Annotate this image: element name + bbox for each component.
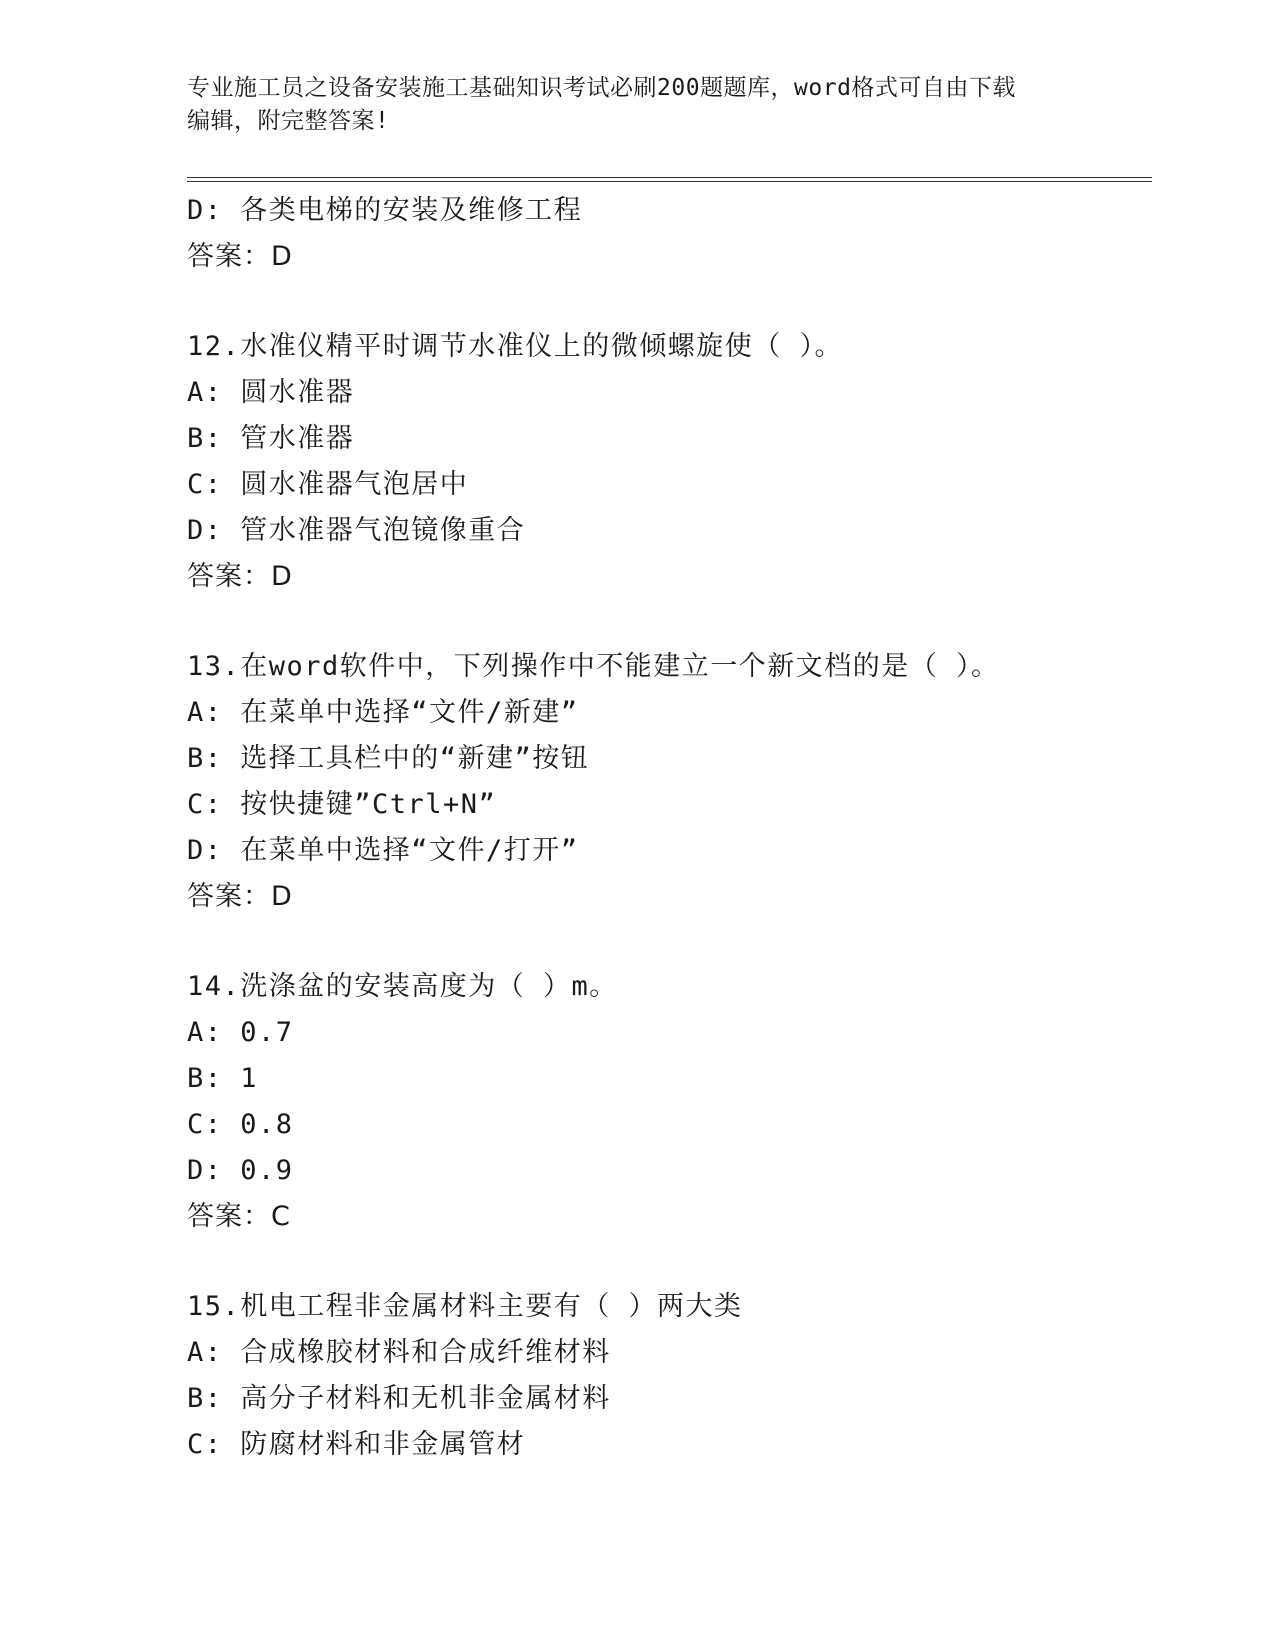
q11-option-d: D: 各类电梯的安装及维修工程 [187,195,583,226]
header-title-line-2: 编辑，附完整答案! [187,108,390,134]
spacer [187,600,1147,644]
q14-option-d: D: 0.9 [187,1155,294,1186]
q14-option-a: A: 0.7 [187,1017,294,1048]
q15-option-c: C: 防腐材料和非金属管材 [187,1429,526,1460]
spacer [187,280,1147,324]
header-title-line-1: 专业施工员之设备安装施工基础知识考试必刷200题题库，word格式可自由下载 [187,75,1016,101]
q14-option-b: B: 1 [187,1063,259,1094]
q13-question: 13.在word软件中，下列操作中不能建立一个新文档的是（ ）。 [187,651,1000,682]
q14-answer: 答案：C [187,1201,291,1232]
q12-option-c: C: 圆水准器气泡居中 [187,469,469,500]
spacer [187,1240,1147,1284]
q12-option-a: A: 圆水准器 [187,377,355,408]
q13-option-a: A: 在菜单中选择“文件/新建” [187,697,579,728]
header-double-rule [187,177,1152,182]
q15-option-b: B: 高分子材料和无机非金属材料 [187,1383,611,1414]
q13-answer: 答案：D [187,881,293,912]
q13-option-c: C: 按快捷键”Ctrl+N” [187,789,497,820]
q14-option-c: C: 0.8 [187,1109,294,1140]
document-header [187,72,1067,138]
q12-question: 12.水准仪精平时调节水准仪上的微倾螺旋使（ ）。 [187,331,844,362]
q12-option-d: D: 管水准器气泡镜像重合 [187,515,526,546]
q15-question: 15.机电工程非金属材料主要有（ ）两大类 [187,1291,743,1322]
spacer [187,920,1147,964]
q14-question: 14.洗涤盆的安装高度为（ ）m。 [187,971,618,1002]
q13-option-d: D: 在菜单中选择“文件/打开” [187,835,579,866]
q12-option-b: B: 管水准器 [187,423,355,454]
q12-answer: 答案：D [187,561,293,592]
q11-answer: 答案：D [187,241,293,272]
q13-option-b: B: 选择工具栏中的“新建”按钮 [187,743,590,774]
question-list [187,188,1147,1468]
q15-option-a: A: 合成橡胶材料和合成纤维材料 [187,1337,611,1368]
